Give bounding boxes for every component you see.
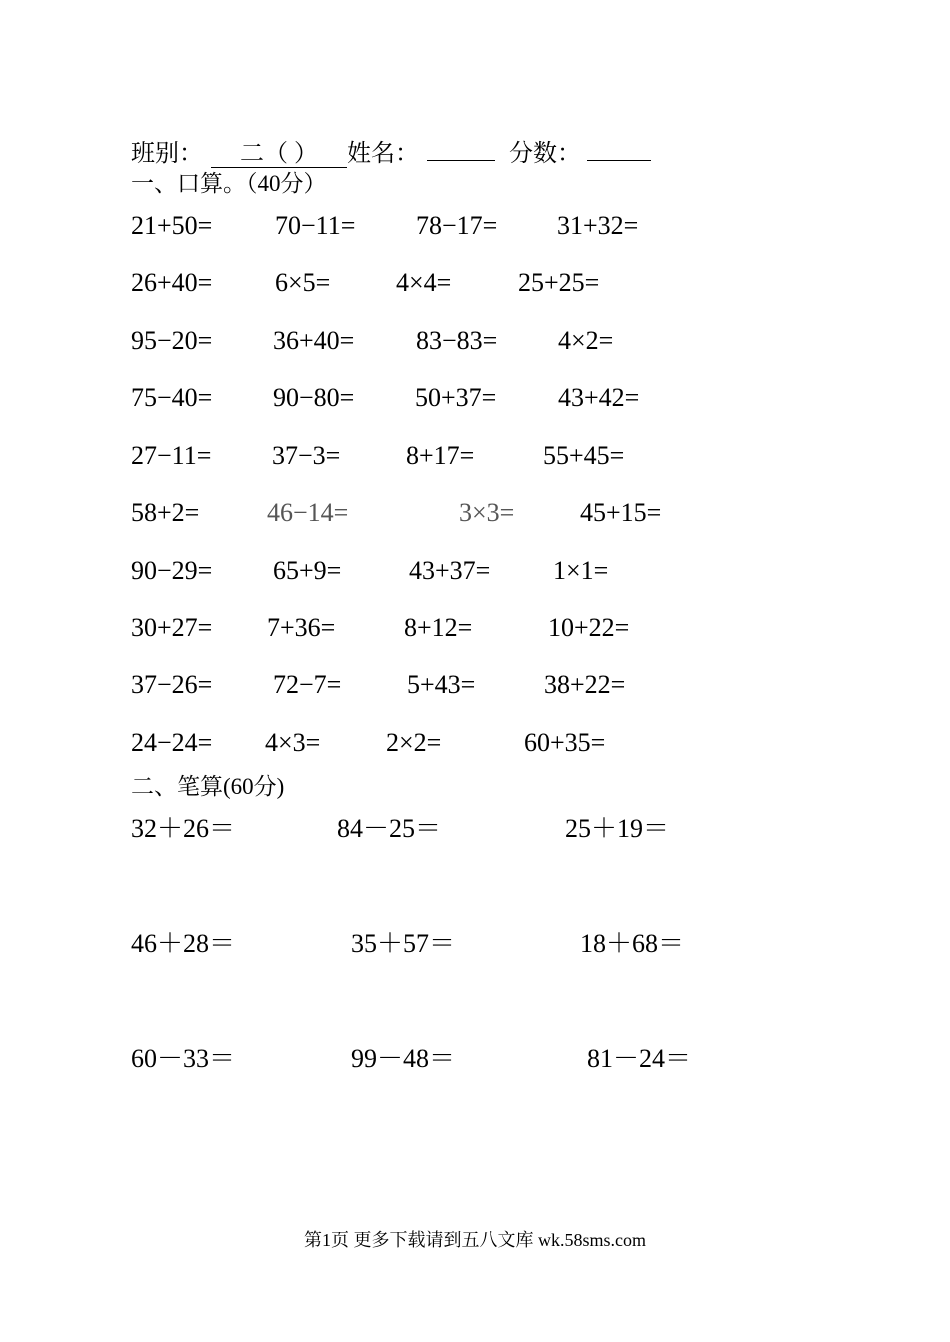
class-label: 班别： bbox=[131, 141, 203, 167]
mental-problem: 90−29= bbox=[131, 556, 213, 585]
name-label: 姓名： bbox=[347, 141, 419, 167]
mental-problem: 43+42= bbox=[558, 383, 640, 412]
mental-problem: 8+17= bbox=[406, 441, 475, 470]
written-problem: 60－33＝ bbox=[131, 1044, 236, 1073]
written-problem: 18＋68＝ bbox=[580, 929, 685, 958]
mental-problem: 5+43= bbox=[407, 670, 476, 699]
mental-problem: 60+35= bbox=[524, 728, 606, 757]
mental-problem: 31+32= bbox=[557, 211, 639, 240]
mental-problem: 72−7= bbox=[273, 670, 342, 699]
mental-problem: 27−11= bbox=[131, 441, 212, 470]
mental-problem: 58+2= bbox=[131, 498, 200, 527]
mental-problem: 25+25= bbox=[518, 268, 600, 297]
score-field[interactable] bbox=[587, 160, 651, 161]
mental-problem: 70−11= bbox=[275, 211, 356, 240]
mental-problem: 65+9= bbox=[273, 556, 342, 585]
mental-problem: 75−40= bbox=[131, 383, 213, 412]
mental-problem: 4×2= bbox=[558, 326, 614, 355]
mental-problem: 78−17= bbox=[416, 211, 498, 240]
mental-problem: 24−24= bbox=[131, 728, 213, 757]
score-label: 分数： bbox=[509, 141, 581, 167]
mental-problem: 55+45= bbox=[543, 441, 625, 470]
mental-problem: 83−83= bbox=[416, 326, 498, 355]
mental-problem: 4×4= bbox=[396, 268, 452, 297]
student-info-line bbox=[131, 138, 651, 170]
written-problem: 84－25＝ bbox=[337, 814, 442, 843]
section-title-written-math: 二、笔算(60分) bbox=[131, 774, 285, 799]
name-field[interactable] bbox=[427, 160, 495, 161]
mental-problem: 6×5= bbox=[275, 268, 331, 297]
mental-problem: 36+40= bbox=[273, 326, 355, 355]
section-title-mental-math: 一、口算。（40分） bbox=[131, 171, 327, 196]
mental-problem: 26+40= bbox=[131, 268, 213, 297]
mental-problem: 46−14= bbox=[267, 498, 349, 527]
mental-problem: 90−80= bbox=[273, 383, 355, 412]
mental-problem: 21+50= bbox=[131, 211, 213, 240]
mental-problem: 43+37= bbox=[409, 556, 491, 585]
mental-problem: 7+36= bbox=[267, 613, 336, 642]
written-problem: 32＋26＝ bbox=[131, 814, 236, 843]
mental-problem: 37−26= bbox=[131, 670, 213, 699]
mental-problem: 45+15= bbox=[580, 498, 662, 527]
mental-problem: 37−3= bbox=[272, 441, 341, 470]
class-field[interactable]: 二（ ） bbox=[211, 141, 347, 168]
mental-problem: 8+12= bbox=[404, 613, 473, 642]
mental-problem: 38+22= bbox=[544, 670, 626, 699]
mental-problem: 2×2= bbox=[386, 728, 442, 757]
written-problem: 35＋57＝ bbox=[351, 929, 456, 958]
written-problem: 25＋19＝ bbox=[565, 814, 670, 843]
mental-problem: 95−20= bbox=[131, 326, 213, 355]
written-problem: 46＋28＝ bbox=[131, 929, 236, 958]
mental-problem: 1×1= bbox=[553, 556, 609, 585]
mental-problem: 50+37= bbox=[415, 383, 497, 412]
written-problem: 81－24＝ bbox=[587, 1044, 692, 1073]
mental-problem: 3×3= bbox=[459, 498, 515, 527]
mental-problem: 30+27= bbox=[131, 613, 213, 642]
mental-problem: 4×3= bbox=[265, 728, 321, 757]
written-problem: 99－48＝ bbox=[351, 1044, 456, 1073]
mental-problem: 10+22= bbox=[548, 613, 630, 642]
page-footer: 第1页 更多下载请到五八文库 wk.58sms.com bbox=[304, 1230, 646, 1250]
